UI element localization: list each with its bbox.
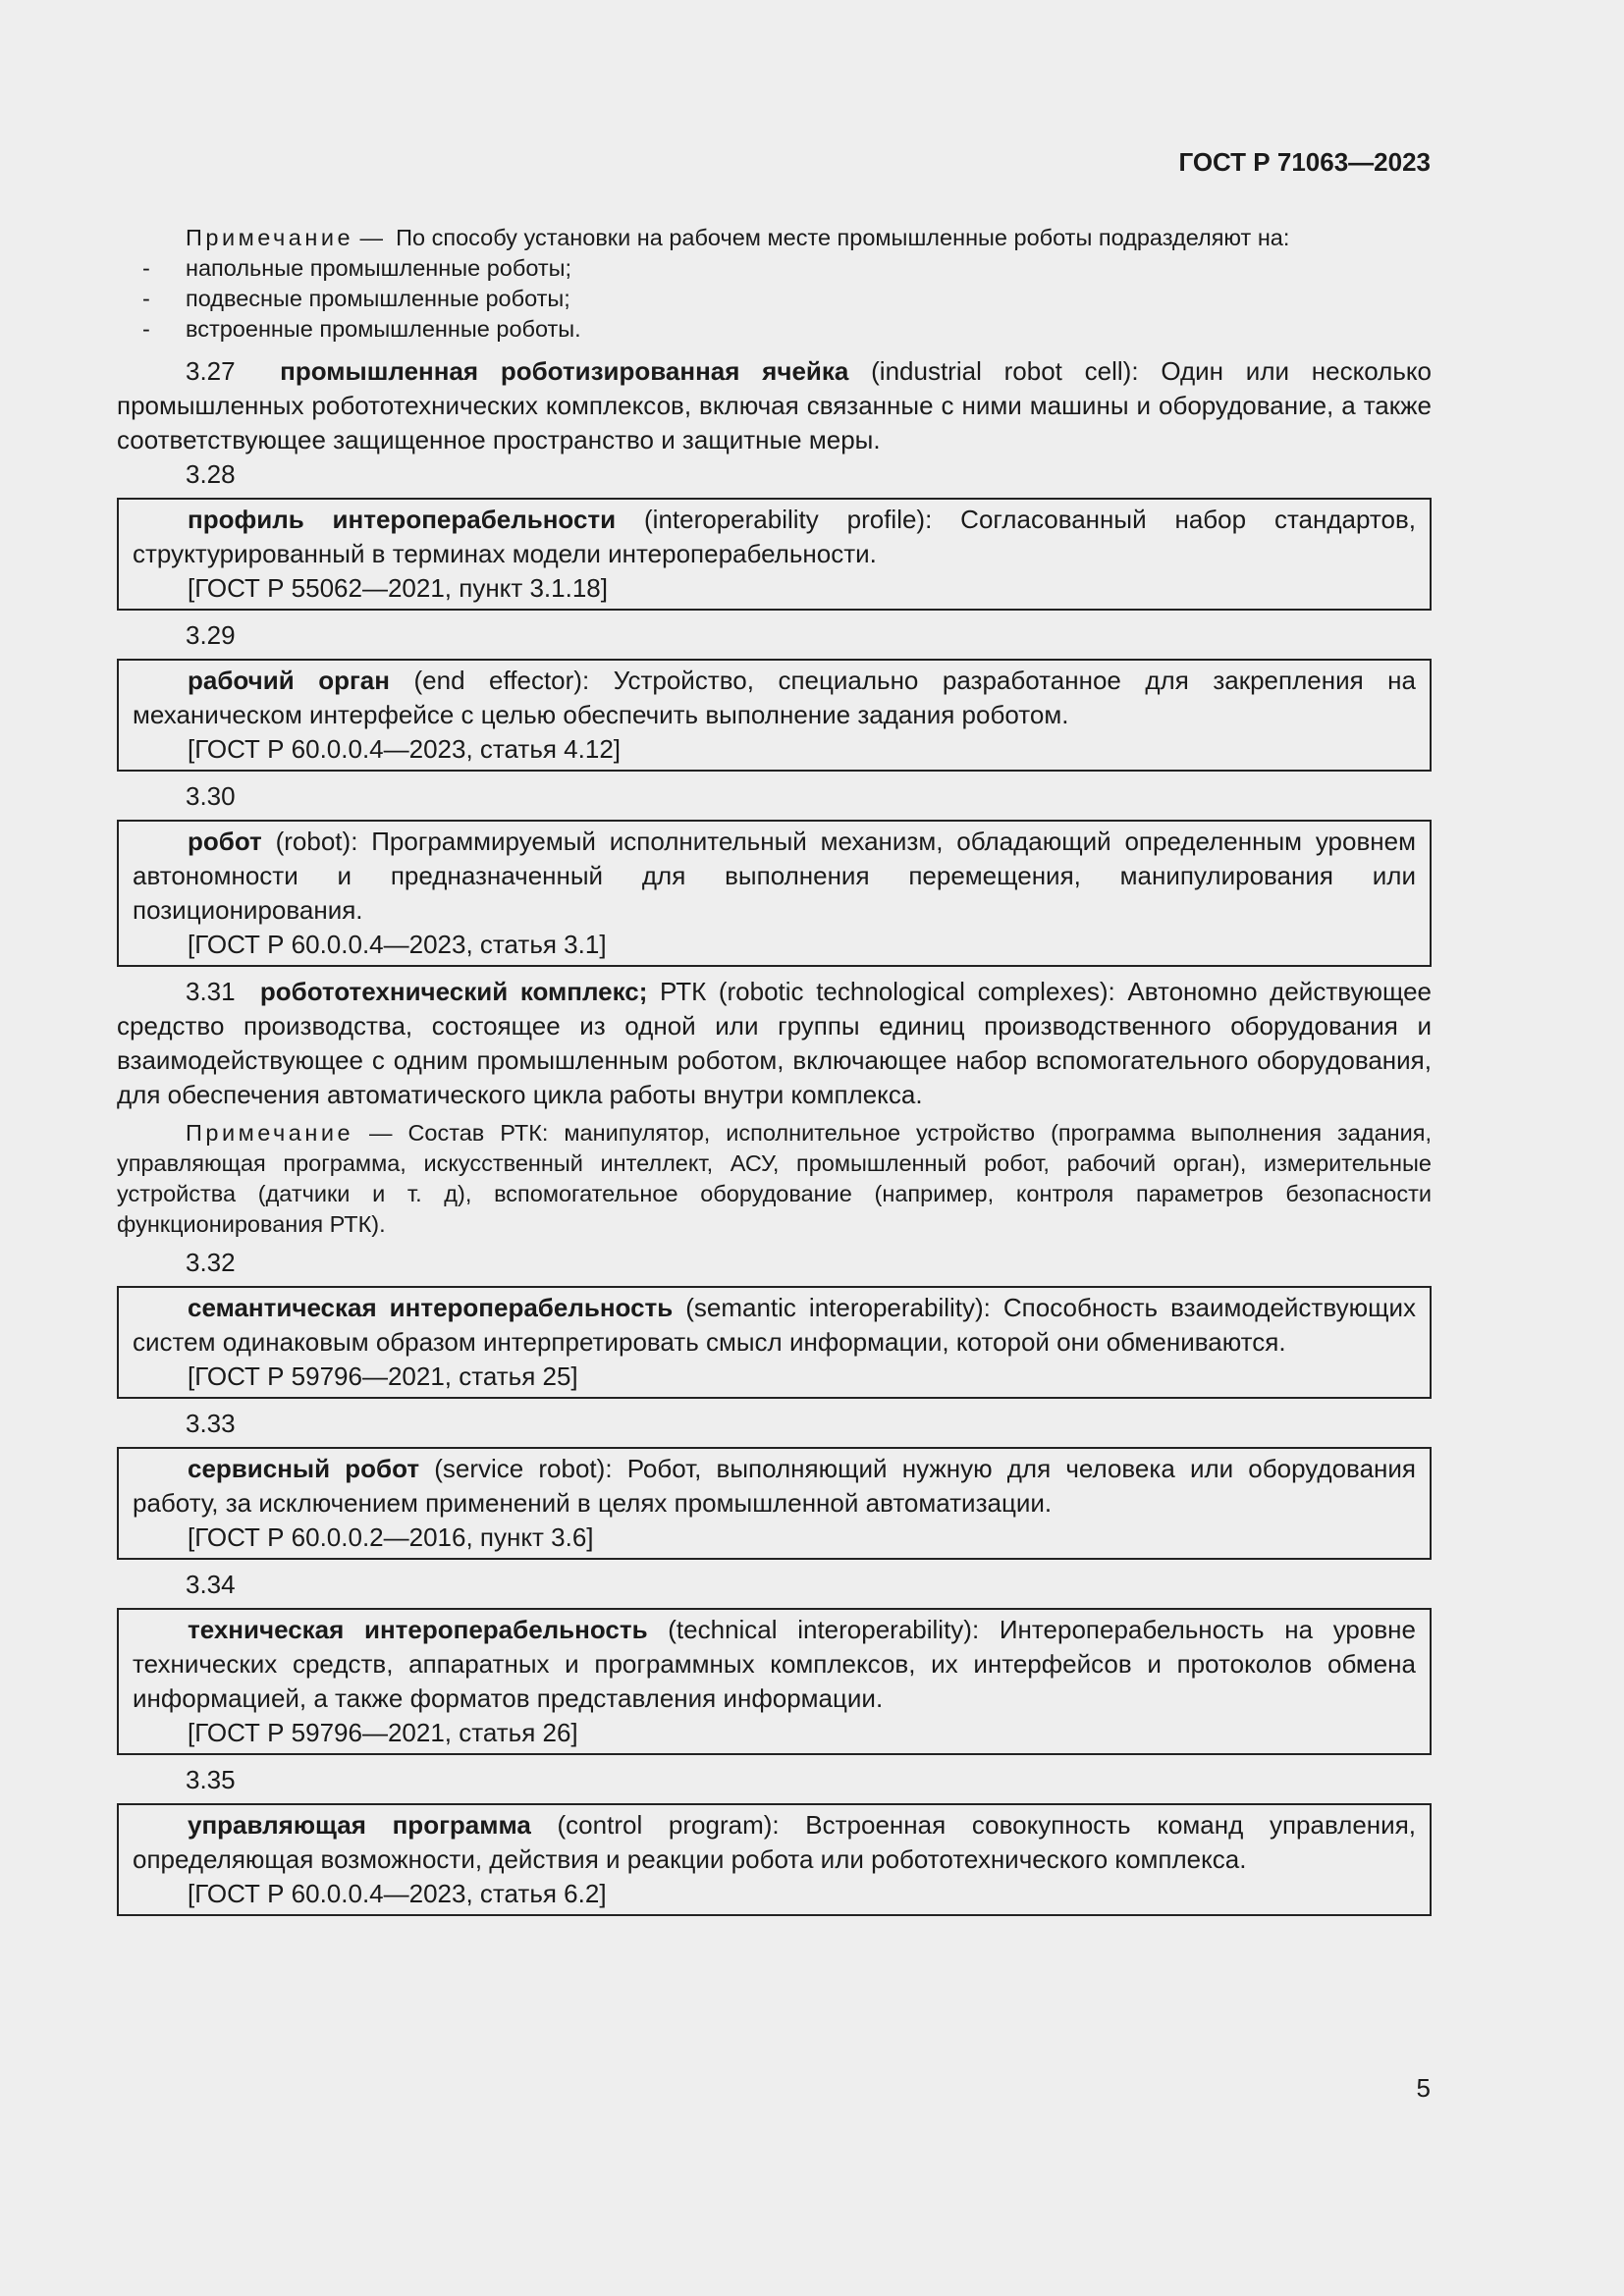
term-number: 3.34	[186, 1570, 236, 1599]
term-title: робототехнический комплекс;	[259, 977, 648, 1006]
note-rtk-composition	[117, 1118, 1432, 1240]
page-content	[117, 223, 1432, 1924]
term-number: 3.35	[186, 1765, 236, 1794]
term-box-3-29	[117, 659, 1432, 772]
term-definition: рабочий орган (end effector): Устройство, специально разработанное для закрепления на механическом интерфейсе с целью обеспечить выполнение задания роботом.	[133, 666, 1417, 729]
document-header: ГОСТ Р 71063—2023	[1178, 147, 1431, 177]
term-reference: [ГОСТ Р 60.0.0.4—2023, статья 3.1]	[188, 930, 607, 959]
term-box-3-30	[117, 820, 1432, 967]
term-box-3-34	[117, 1608, 1432, 1755]
term-box-3-28	[117, 498, 1432, 611]
term-title: робот	[188, 827, 262, 856]
term-title: промышленная роботизированная ячейка	[280, 356, 849, 386]
term-definition: робот (robot): Программируемый исполнительный механизм, обладающий определенным уровнем автономности и предназначенный для выполнения перемещения, манипулирования или позиционирования.	[133, 827, 1416, 925]
page-number: 5	[1416, 2073, 1431, 2103]
term-definition: семантическая интероперабельность (semantic interoperability): Способность взаимодействующих систем одинаковым образом интерпретировать смысл информации, которой они обмениваются.	[133, 1293, 1417, 1357]
term-number: 3.29	[186, 620, 236, 650]
term-title: управляющая программа	[188, 1810, 531, 1840]
term-reference: [ГОСТ Р 59796—2021, статья 25]	[188, 1362, 578, 1391]
term-title: рабочий орган	[188, 666, 390, 695]
term-definition: профиль интероперабельности (interoperability profile): Согласованный набор стандартов, структурированный в терминах модели интероперабельности.	[133, 505, 1417, 568]
term-reference: [ГОСТ Р 60.0.0.4—2023, статья 6.2]	[188, 1879, 607, 1908]
term-definition: техническая интероперабельность (technical interoperability): Интероперабельность на уровне технических средств, аппаратных и программных комплексов, их интерфейсов и протоколов обмена информацией, а также форматов представления информации.	[133, 1615, 1416, 1713]
note-list	[117, 253, 1432, 345]
term-box-3-35	[117, 1803, 1432, 1916]
term-number: 3.33	[186, 1409, 236, 1438]
term-title: сервисный робот	[188, 1454, 420, 1483]
term-box-3-32	[117, 1286, 1432, 1399]
note-installation	[117, 223, 1432, 345]
term-reference: [ГОСТ Р 60.0.0.4—2023, статья 4.12]	[188, 734, 621, 764]
term-3-27: 3.27 промышленная роботизированная ячейка (industrial robot cell): Один или несколько промышленных робототехнических комплексов, включая связанные с ними машины и оборудование, а также соответствующее защищенное пространство и защитные меры.	[117, 356, 1432, 454]
term-definition: управляющая программа (control program): Встроенная совокупность команд управления, определяющая возможности, действия и реакции робота или робототехнического комплекса.	[133, 1810, 1416, 1874]
term-3-31: 3.31 робототехнический комплекс; РТК (robotic technological complexes): Автономно действующее средство производства, состоящее из одной или группы единиц производственного оборудования и взаимодействующее с одним промышленным роботом, включающее набор вспомогательного оборудования, для обеспечения автоматического цикла работы внутри комплекса.	[117, 977, 1432, 1109]
list-item: - подвесные промышленные роботы;	[142, 286, 570, 311]
term-number: 3.30	[186, 781, 236, 811]
note-label: Примечание	[186, 225, 354, 250]
note-text: По способу установки на рабочем месте промышленные роботы подразделяют на:	[396, 225, 1290, 250]
note-text: — Состав РТК: манипулятор, исполнительное устройство (программа выполнения задания, управляющая программа, искусственный интеллект, АСУ, промышленный робот, рабочий орган), измерительные устройства (датчики и т. д), вспомогательное оборудование (например, контроля параметров безопасности функционирования РТК).	[117, 1120, 1432, 1237]
list-item: - напольные промышленные роботы;	[142, 255, 572, 281]
term-reference: [ГОСТ Р 60.0.0.2—2016, пункт 3.6]	[188, 1522, 594, 1552]
term-number: 3.32	[186, 1248, 236, 1277]
list-item: - встроенные промышленные роботы.	[142, 316, 581, 342]
note-line: Примечание — По способу установки на рабочем месте промышленные роботы подразделяют на:	[186, 225, 1290, 250]
term-title: профиль интероперабельности	[188, 505, 617, 534]
term-definition: сервисный робот (service robot): Робот, выполняющий нужную для человека или оборудования работу, за исключением применений в целях промышленной автоматизации.	[133, 1454, 1416, 1518]
term-reference: [ГОСТ Р 55062—2021, пункт 3.1.18]	[188, 573, 608, 603]
note-label: Примечание	[186, 1120, 354, 1146]
term-reference: [ГОСТ Р 59796—2021, статья 26]	[188, 1718, 578, 1747]
term-title: техническая интероперабельность	[188, 1615, 648, 1644]
term-title: семантическая интероперабельность	[188, 1293, 674, 1322]
term-number: 3.28	[186, 459, 236, 489]
term-box-3-33	[117, 1447, 1432, 1560]
